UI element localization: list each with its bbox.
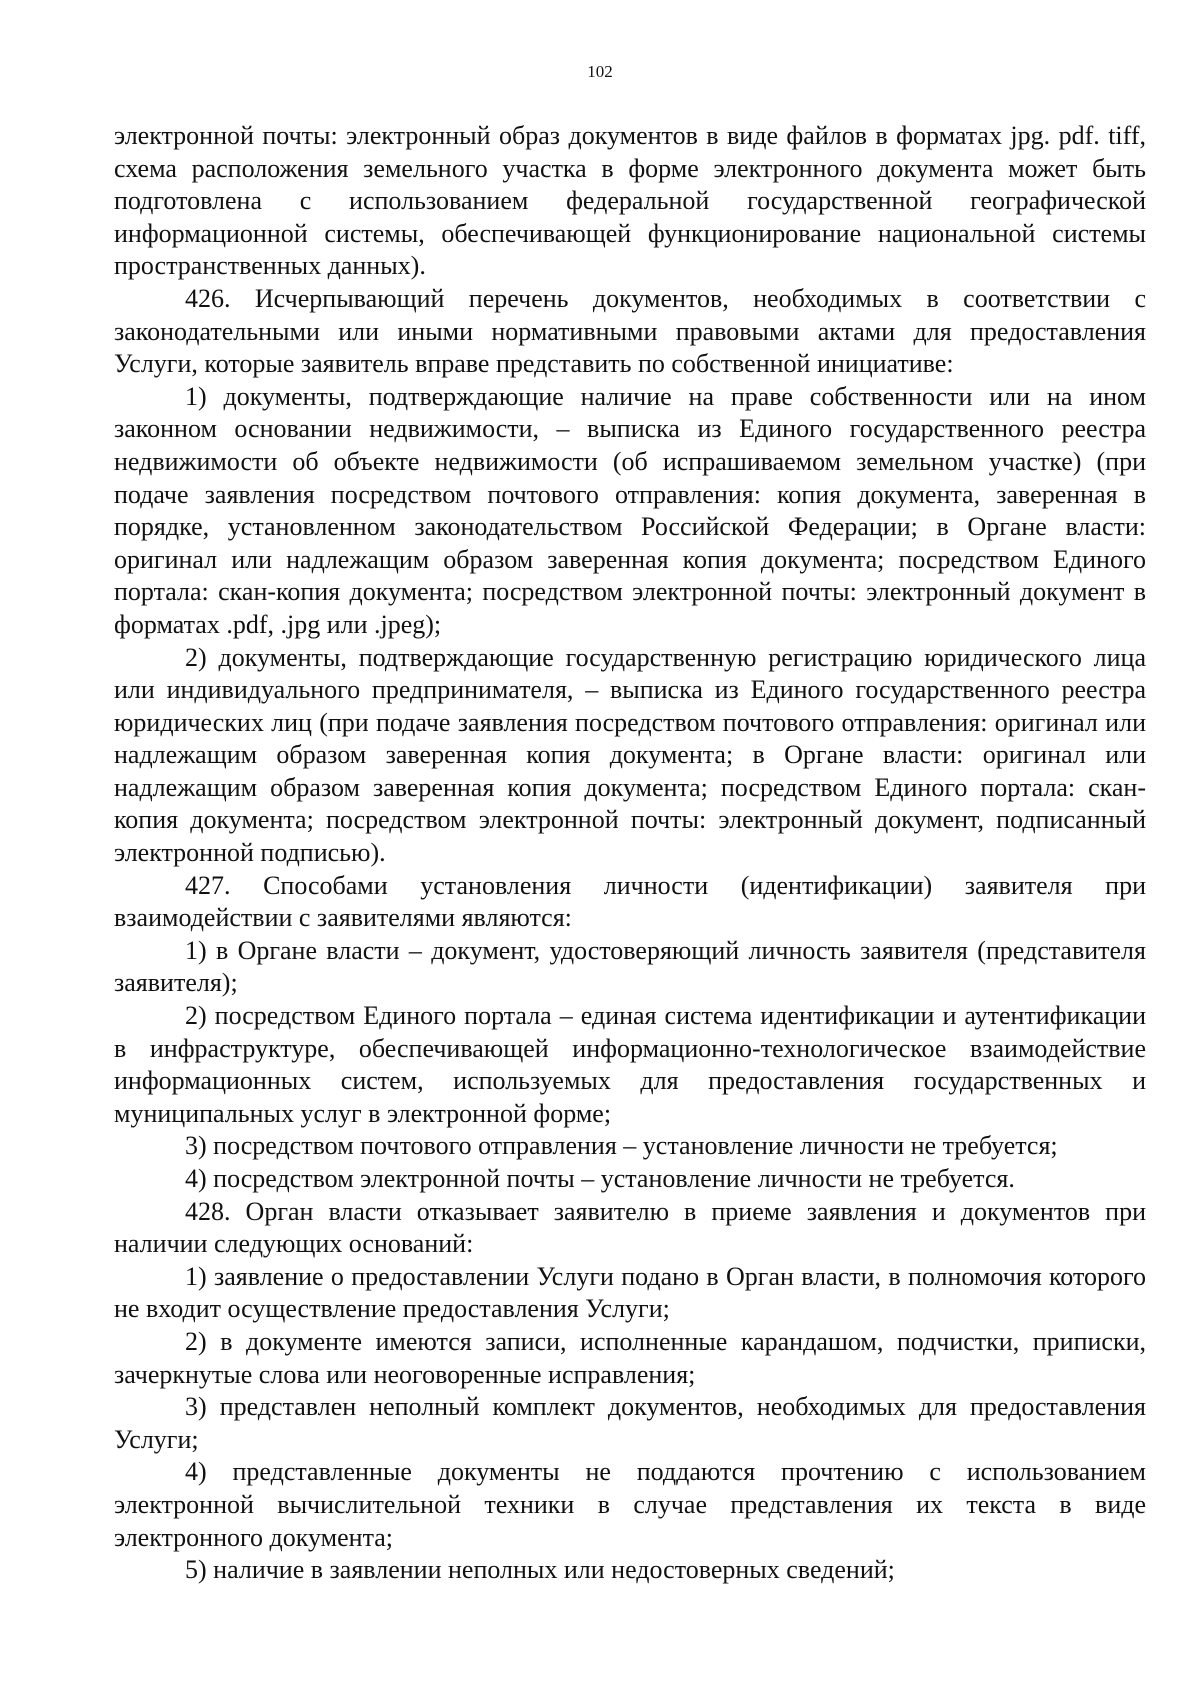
paragraph-428-item-3: 3) представлен неполный комплект документов, необходимых для предоставления Услуги; (114, 1392, 1146, 1454)
paragraph-428-item-2: 2) в документе имеются записи, исполненные карандашом, подчистки, приписки, зачеркнутые слова или неоговоренные исправления; (114, 1326, 1146, 1389)
paragraph-427-item-4: 4) посредством электронной почты – установление личности не требуется. (185, 1164, 1015, 1193)
paragraph-428-item-5: 5) наличие в заявлении неполных или недостоверных сведений; (185, 1555, 895, 1585)
paragraph-428: 428. Орган власти отказывает заявителю в приеме заявления и документов при наличии следующих оснований: (114, 1196, 1146, 1259)
paragraph-428-item-4: 4) представленные документы не поддаются прочтению с использованием электронной вычислительной техники в случае представления их текста в виде электронного документа; (114, 1457, 1146, 1552)
paragraph-427-item-1: 1) в Органе власти – документ, удостоверяющий личность заявителя (представителя заявителя); (114, 935, 1146, 998)
paragraph-426-item-1: 1) документы, подтверждающие наличие на праве собственности или на ином законном основании недвижимости, – выписка из Единого государственного реестра недвижимости об объекте недвижимости (об испрашиваемом земельном участке) (при подаче заявления посредством почтового отправления: копия документа, заверенная в порядке, установленном законодательством Российской Федерации; в Органе власти: оригинал или надлежащим образом заверенная копия документа; посредством Единого портала: скан-копия документа; посредством электронной почты: электронный документ в форматах .pdf, .jpg или .jpeg); (114, 381, 1146, 639)
paragraph-427-item-2: 2) посредством Единого портала – единая система идентификации и аутентификации в инфраструктуре, обеспечивающей информационно-технологическое взаимодействие информационных систем, используемых для предоставления государственных и муниципальных услуг в электронной форме; (114, 1001, 1146, 1128)
document-body (114, 120, 1146, 1587)
paragraph-426: 426. Исчерпывающий перечень документов, необходимых в соответствии с законодательными или иными нормативными правовыми актами для предоставления Услуги, которые заявитель вправе представить по собственной инициативе: (114, 283, 1146, 379)
paragraph-continuation: электронной почты: электронный образ документов в виде файлов в форматах jpg. pdf. tiff, схема расположения земельного участка в форме электронного документа может быть подготовлена с использованием федеральной государственной географической информационной системы, обеспечивающей функционирование национальной системы пространственных данных). (114, 121, 1146, 281)
paragraph-427-item-3: 3) посредством почтового отправления – установление личности не требуется; (185, 1131, 1058, 1161)
page-number: 102 (587, 62, 613, 81)
paragraph-427: 427. Способами установления личности (идентификации) заявителя при взаимодействии с заявителями являются: (114, 870, 1146, 933)
paragraph-426-item-2: 2) документы, подтверждающие государственную регистрацию юридического лица или индивидуального предпринимателя, – выписка из Единого государственного реестра юридических лиц (при подаче заявления посредством почтового отправления: оригинал или надлежащим образом заверенная копия документа; в Органе власти: оригинал или надлежащим образом заверенная копия документа; посредством Единого портала: скан-копия документа; посредством электронной почты: электронный документ, подписанный электронной подписью). (114, 642, 1146, 868)
paragraph-428-item-1: 1) заявление о предоставлении Услуги подано в Орган власти, в полномочия которого не входит осуществление предоставления Услуги; (114, 1261, 1146, 1324)
